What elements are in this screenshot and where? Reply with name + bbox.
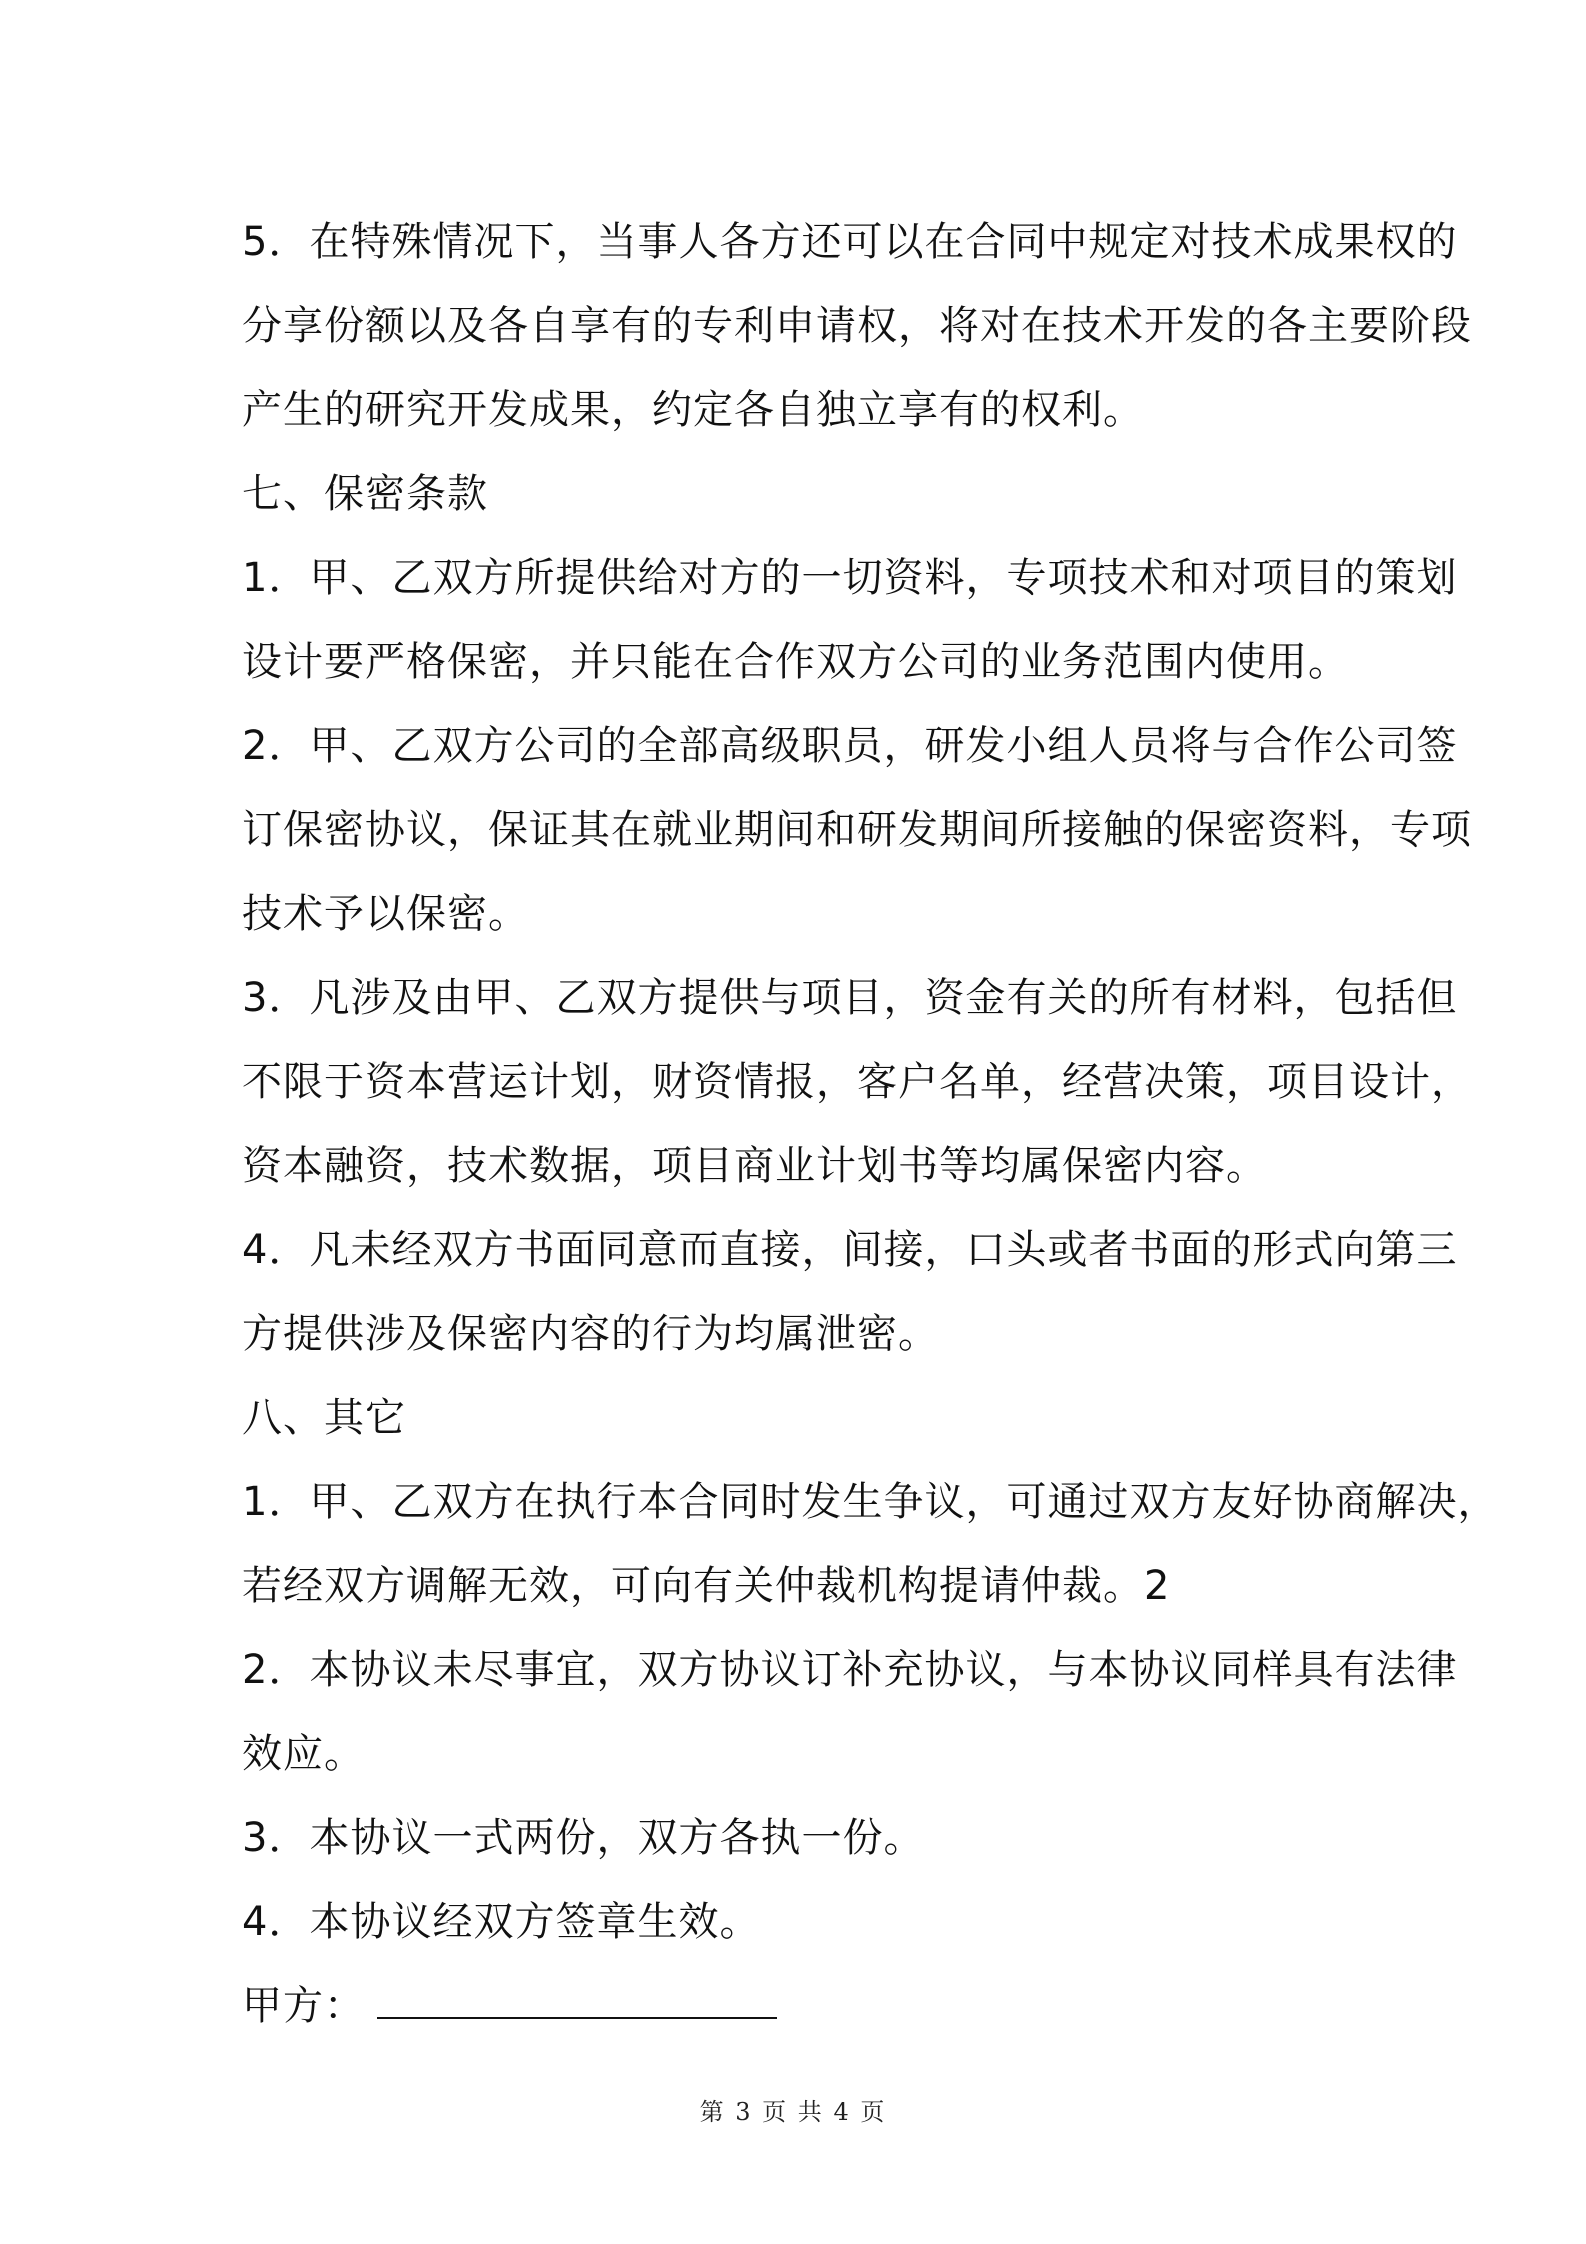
paragraph-line: 1．甲、乙双方在执行本合同时发生争议，可通过双方友好协商解决， [242,1479,1499,1525]
section-heading: 八、其它 [242,1395,406,1441]
paragraph-line: 3．本协议一式两份，双方各执一份。 [242,1815,925,1861]
signature-blank [377,2013,777,2019]
paragraph-line: 产生的研究开发成果，约定各自独立享有的权利。 [242,387,1144,433]
document-body [242,200,1499,2048]
signature-line [242,1964,1372,2048]
paragraph-line: 2．甲、乙双方公司的全部高级职员，研发小组人员将与合作公司签 [242,723,1458,769]
paragraph-line: 若经双方调解无效，可向有关仲裁机构提请仲裁。2 [242,1563,1171,1609]
paragraph-line: 4．本协议经双方签章生效。 [242,1899,761,1945]
page-number: 第 3 页 共 4 页 [699,2098,887,2126]
section-heading: 七、保密条款 [242,471,488,517]
paragraph-line: 1．甲、乙双方所提供给对方的一切资料，专项技术和对项目的策划 [242,555,1458,601]
paragraph-line: 设计要严格保密，并只能在合作双方公司的业务范围内使用。 [242,639,1349,685]
paragraph-line: 不限于资本营运计划，财资情报，客户名单，经营决策，项目设计， [242,1059,1472,1105]
paragraph-line: 效应。 [242,1731,365,1777]
paragraph-line: 技术予以保密。 [242,891,529,937]
signature-label: 甲方： [242,1983,365,2029]
paragraph-line: 资本融资，技术数据，项目商业计划书等均属保密内容。 [242,1143,1267,1189]
paragraph-line: 5．在特殊情况下，当事人各方还可以在合同中规定对技术成果权的 [242,219,1458,265]
paragraph-line: 4．凡未经双方书面同意而直接，间接，口头或者书面的形式向第三 [242,1227,1458,1273]
paragraph-line: 3．凡涉及由甲、乙双方提供与项目，资金有关的所有材料，包括但 [242,975,1458,1021]
paragraph-line: 订保密协议，保证其在就业期间和研发期间所接触的保密资料，专项 [242,807,1472,853]
paragraph-line: 分享份额以及各自享有的专利申请权，将对在技术开发的各主要阶段 [242,303,1472,349]
paragraph-line: 方提供涉及保密内容的行为均属泄密。 [242,1311,939,1357]
paragraph-line: 2．本协议未尽事宜，双方协议订补充协议，与本协议同样具有法律 [242,1647,1458,1693]
